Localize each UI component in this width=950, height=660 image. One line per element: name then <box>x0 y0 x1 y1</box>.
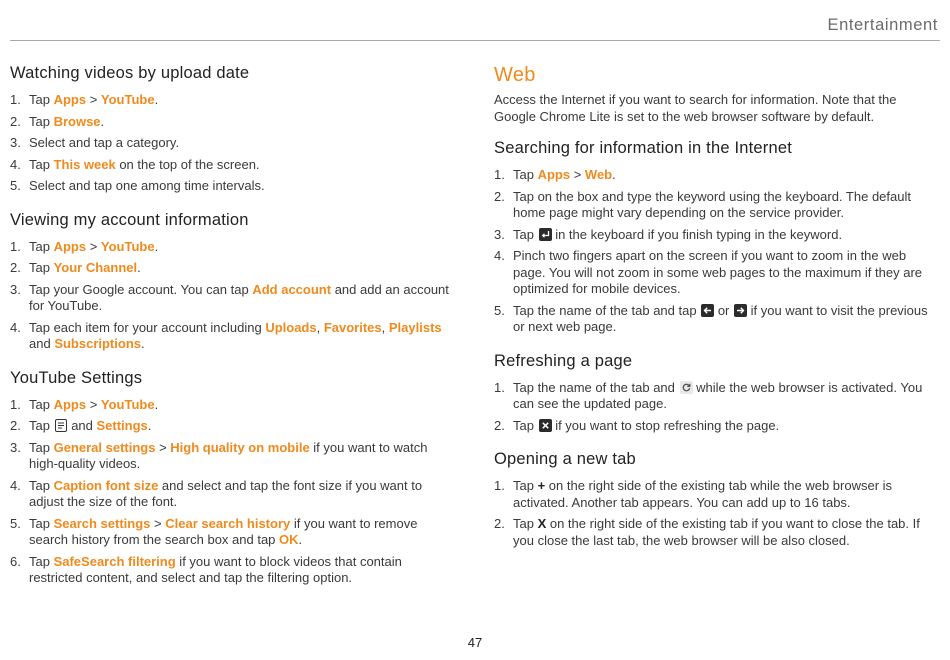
highlight-apps: Apps <box>53 92 87 107</box>
step-text: . <box>100 113 105 129</box>
highlight-this-week: This week <box>53 156 116 172</box>
steps-list <box>494 167 939 336</box>
step-text: Tap on the box and type the keyword using the keyboard. The default home page might vary depending on the service provider. <box>513 188 911 220</box>
step-text: Tap <box>513 417 538 433</box>
step-text: Tap <box>513 226 538 242</box>
step-text: . <box>154 396 159 412</box>
step-text: if you want to remove search history from the search box and tap <box>29 515 418 547</box>
step-text: Tap <box>29 515 54 531</box>
plus-symbol: + <box>537 478 546 493</box>
list-item <box>10 320 455 353</box>
list-item <box>494 303 939 336</box>
list-item <box>494 227 939 244</box>
step-text: . <box>298 532 303 547</box>
step-number: 1. <box>10 92 21 107</box>
step-text: and <box>67 418 97 433</box>
steps-list <box>10 239 455 353</box>
step-number: 2. <box>494 417 505 433</box>
highlight-high-quality: High quality on mobile <box>170 439 310 455</box>
step-text: Select and tap one among time intervals. <box>29 178 265 193</box>
highlight-add-account: Add account <box>252 281 332 297</box>
list-item <box>10 478 455 511</box>
left-column <box>10 62 455 601</box>
header-divider <box>10 40 940 41</box>
step-number: 2. <box>10 113 21 129</box>
section-refreshing-page <box>494 350 939 435</box>
step-number: 5. <box>494 302 505 318</box>
step-number: 4. <box>494 248 505 263</box>
steps-list <box>10 397 455 587</box>
step-text: Tap <box>29 260 54 275</box>
list-item <box>10 114 455 131</box>
step-number: 5. <box>10 515 21 531</box>
step-number: 2. <box>10 418 21 433</box>
step-text: Tap <box>513 478 538 493</box>
step-text: Tap <box>29 439 54 455</box>
step-text: . <box>612 167 616 182</box>
step-text: Tap each item for your account including <box>29 319 266 335</box>
highlight-uploads: Uploads <box>265 319 317 335</box>
right-column <box>494 62 939 563</box>
step-number: 3. <box>494 226 505 242</box>
section-account-info <box>10 209 455 353</box>
back-arrow-icon <box>701 304 713 316</box>
separator: > <box>570 167 585 182</box>
list-item <box>494 478 939 511</box>
refresh-icon <box>680 381 692 393</box>
highlight-apps: Apps <box>537 167 571 182</box>
separator: > <box>86 238 101 254</box>
list-item <box>494 248 939 298</box>
step-text: in the keyboard if you finish typing in the keyword. <box>551 226 843 242</box>
step-number: 1. <box>494 167 505 182</box>
step-number: 4. <box>10 156 21 172</box>
step-text: . <box>141 336 145 351</box>
highlight-general-settings: General settings <box>53 439 156 455</box>
list-item <box>10 92 455 109</box>
list-item <box>10 397 455 414</box>
step-text: Tap the name of the tab and <box>513 379 679 395</box>
step-text: Tap <box>513 516 538 531</box>
step-number: 4. <box>10 477 21 493</box>
list-item <box>10 282 455 315</box>
list-item <box>10 157 455 174</box>
list-item <box>494 516 939 549</box>
page-number: 47 <box>467 635 483 650</box>
enter-key-icon <box>539 228 551 240</box>
highlight-clear-search-history: Clear search history <box>165 515 291 531</box>
step-number: 2. <box>10 260 21 275</box>
section-opening-new-tab <box>494 448 939 549</box>
step-text: . <box>154 92 159 107</box>
highlight-favorites: Favorites <box>323 319 382 335</box>
section-title: Searching for information in the Internet <box>494 139 793 157</box>
step-text: Tap <box>29 477 54 493</box>
highlight-search-settings: Search settings <box>53 515 151 531</box>
list-item <box>494 380 939 413</box>
list-item <box>10 516 455 549</box>
step-text: Tap <box>29 92 54 107</box>
list-item <box>10 178 455 195</box>
step-text: on the right side of the existing tab if you want to close the tab. If you close the last tab, the web browser will be also closed. <box>513 516 920 548</box>
section-youtube-settings <box>10 367 455 587</box>
step-text: and select and tap the font size if you want to adjust the size of the font. <box>29 477 423 509</box>
section-title: Refreshing a page <box>494 351 633 370</box>
highlight-caption-font-size: Caption font size <box>53 477 159 493</box>
step-text: Tap <box>29 553 54 569</box>
list-item <box>494 167 939 184</box>
step-text: if you want to block videos that contain restricted content, and select and tap the filtering option. <box>29 553 402 585</box>
step-number: 2. <box>494 516 505 531</box>
page-title: Web <box>494 64 536 86</box>
highlight-safesearch-filtering: SafeSearch filtering <box>53 553 176 569</box>
step-text: if you want to stop refreshing the page. <box>551 417 780 433</box>
separator: , <box>316 319 324 335</box>
step-text: Tap the name of the tab and tap <box>513 302 701 318</box>
highlight-subscriptions: Subscriptions <box>54 336 141 351</box>
step-number: 1. <box>10 238 21 254</box>
list-item <box>494 189 939 222</box>
step-number: 1. <box>494 379 505 395</box>
step-text: if you want to watch high-quality videos. <box>29 439 428 471</box>
separator: > <box>86 396 101 412</box>
list-item <box>10 554 455 587</box>
steps-list <box>494 380 939 435</box>
step-number: 2. <box>494 188 505 204</box>
step-number: 3. <box>10 439 21 455</box>
highlight-youtube: YouTube <box>100 396 155 412</box>
step-text: if you want to visit the previous or next web page. <box>513 302 928 334</box>
separator: and <box>29 336 55 351</box>
step-text: . <box>137 260 141 275</box>
section-header: Entertainment <box>827 16 938 34</box>
step-text: Select and tap a category. <box>29 135 180 150</box>
step-number: 5. <box>10 178 21 193</box>
highlight-your-channel: Your Channel <box>53 260 138 275</box>
step-text: Tap <box>513 167 538 182</box>
highlight-apps: Apps <box>53 238 87 254</box>
step-text: Tap <box>29 113 54 129</box>
separator: > <box>86 92 101 107</box>
step-text: Pinch two fingers apart on the screen if you want to zoom in the web page. You will not zoom in some web pages to the maximum if they are optimized for mobile devices. <box>513 248 922 296</box>
menu-icon <box>55 419 67 431</box>
highlight-youtube: YouTube <box>100 238 155 254</box>
list-item <box>10 239 455 256</box>
highlight-playlists: Playlists <box>388 319 442 335</box>
highlight-browse: Browse <box>53 113 101 129</box>
section-title: Viewing my account information <box>10 210 249 229</box>
list-item <box>10 418 455 435</box>
section-title: YouTube Settings <box>10 368 143 387</box>
highlight-youtube: YouTube <box>100 92 155 107</box>
step-text: Tap <box>29 418 54 433</box>
step-text: or <box>714 302 733 318</box>
forward-arrow-icon <box>734 304 746 316</box>
highlight-ok: OK <box>279 532 299 547</box>
highlight-web: Web <box>584 167 613 182</box>
highlight-settings: Settings <box>96 418 148 433</box>
step-text: Tap <box>29 396 54 412</box>
step-text: . <box>147 418 152 433</box>
section-title: Opening a new tab <box>494 450 636 468</box>
highlight-apps: Apps <box>53 396 87 412</box>
step-text: Tap <box>29 156 54 172</box>
section-searching-internet <box>494 137 939 336</box>
step-text: Tap your Google account. You can tap <box>29 281 253 297</box>
step-text: on the right side of the existing tab while the web browser is activated. Another tab appears. You can add up to 16 tabs. <box>513 478 893 510</box>
list-item <box>10 260 455 277</box>
step-number: 3. <box>10 135 21 150</box>
list-item <box>10 135 455 152</box>
step-text: Tap <box>29 238 54 254</box>
separator: > <box>155 439 171 455</box>
list-item <box>494 418 939 435</box>
step-text: . <box>154 238 159 254</box>
step-text: while the web browser is activated. You can see the updated page. <box>513 379 923 411</box>
section-watching-videos <box>10 62 455 195</box>
step-number: 1. <box>494 478 505 493</box>
step-number: 1. <box>10 396 21 412</box>
step-number: 3. <box>10 281 21 297</box>
section-title: Watching videos by upload date <box>10 64 250 82</box>
step-text: on the top of the screen. <box>115 156 260 172</box>
step-number: 6. <box>10 553 21 569</box>
list-item <box>10 440 455 473</box>
x-symbol: X <box>537 516 547 531</box>
steps-list <box>10 92 455 195</box>
intro-paragraph: Access the Internet if you want to search for information. Note that the Google Chrome Lite is set to the web browser software by default. <box>494 92 897 124</box>
steps-list <box>494 478 939 549</box>
separator: , <box>381 319 389 335</box>
step-text: and add an account for YouTube. <box>29 281 449 313</box>
stop-icon <box>539 419 551 431</box>
separator: > <box>150 515 166 531</box>
step-number: 4. <box>10 319 21 335</box>
